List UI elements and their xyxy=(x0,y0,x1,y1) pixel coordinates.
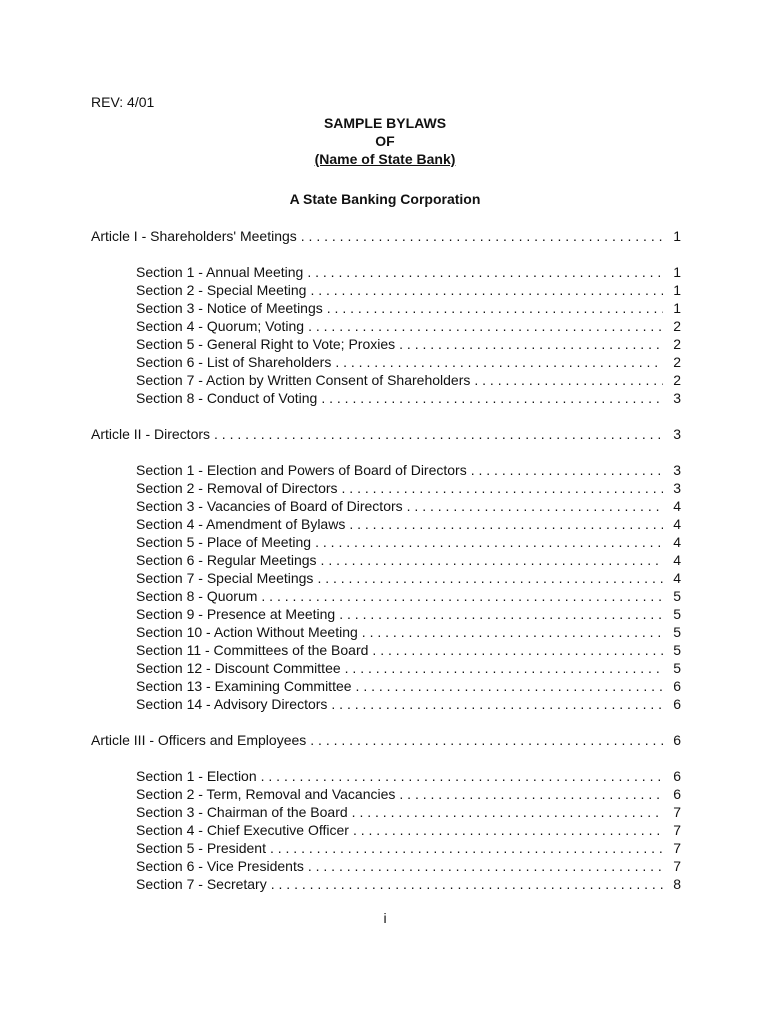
toc-section-label: Section 4 - Quorum; Voting xyxy=(136,318,305,334)
toc-section xyxy=(91,551,681,569)
toc-section xyxy=(91,281,681,299)
toc-section-label: Section 6 - List of Shareholders xyxy=(136,354,332,370)
toc-section xyxy=(91,659,681,677)
document-title xyxy=(0,114,770,168)
toc-section-label: Section 5 - President xyxy=(136,840,266,856)
toc-page-number: 2 xyxy=(673,318,681,334)
dot-leader xyxy=(353,821,663,839)
toc-section-label: Section 7 - Secretary xyxy=(136,876,267,892)
toc-page-number: 7 xyxy=(673,804,681,820)
toc-article-label: Article II - Directors xyxy=(91,426,211,442)
toc-page-number: 1 xyxy=(673,228,681,244)
dot-leader xyxy=(335,353,663,371)
toc-section xyxy=(91,767,681,785)
toc-section xyxy=(91,839,681,857)
toc-section-label: Section 1 - Annual Meeting xyxy=(136,264,304,280)
toc-page-number: 7 xyxy=(673,822,681,838)
toc-section xyxy=(91,821,681,839)
toc-page-number: 2 xyxy=(673,372,681,388)
dot-leader xyxy=(372,641,663,659)
toc-section-label: Section 11 - Committees of the Board xyxy=(136,642,369,658)
toc-section-label: Section 4 - Chief Executive Officer xyxy=(136,822,349,838)
toc-page-number: 1 xyxy=(673,264,681,280)
toc-page-number: 4 xyxy=(673,570,681,586)
table-of-contents xyxy=(91,227,681,893)
toc-section-label: Section 7 - Special Meetings xyxy=(136,570,314,586)
dot-leader xyxy=(308,317,663,335)
toc-section xyxy=(91,605,681,623)
toc-section-label: Section 10 - Action Without Meeting xyxy=(136,624,358,640)
toc-article-label: Article III - Officers and Employees xyxy=(91,732,307,748)
toc-section xyxy=(91,857,681,875)
dot-leader xyxy=(356,677,663,695)
dot-leader xyxy=(308,857,663,875)
toc-page-number: 4 xyxy=(673,534,681,550)
toc-section xyxy=(91,353,681,371)
toc-page-number: 2 xyxy=(673,354,681,370)
toc-page-number: 5 xyxy=(673,642,681,658)
toc-page-number: 3 xyxy=(673,390,681,406)
toc-section-label: Section 3 - Chairman of the Board xyxy=(136,804,348,820)
dot-leader xyxy=(321,551,663,569)
document-subtitle: A State Banking Corporation xyxy=(289,191,481,207)
dot-leader xyxy=(362,623,663,641)
title-line-1: SAMPLE BYLAWS xyxy=(323,115,447,131)
dot-leader xyxy=(349,515,663,533)
toc-page-number: 4 xyxy=(673,516,681,532)
toc-section xyxy=(91,569,681,587)
toc-page-number: 5 xyxy=(673,624,681,640)
toc-page-number: 5 xyxy=(673,660,681,676)
dot-leader xyxy=(317,569,663,587)
toc-section xyxy=(91,875,681,893)
toc-section xyxy=(91,263,681,281)
toc-page-number: 5 xyxy=(673,588,681,604)
toc-page-number: 3 xyxy=(673,462,681,478)
title-line-2: OF xyxy=(375,133,395,149)
toc-section xyxy=(91,371,681,389)
toc-section-label: Section 14 - Advisory Directors xyxy=(136,696,328,712)
toc-section xyxy=(91,785,681,803)
toc-section xyxy=(91,479,681,497)
toc-article-3 xyxy=(91,731,681,749)
toc-page-number: 6 xyxy=(673,732,681,748)
toc-page-number: 4 xyxy=(673,552,681,568)
dot-leader xyxy=(471,461,663,479)
toc-section-label: Section 8 - Quorum xyxy=(136,588,258,604)
dot-leader xyxy=(399,785,663,803)
dot-leader xyxy=(345,659,663,677)
dot-leader xyxy=(327,299,663,317)
toc-section xyxy=(91,515,681,533)
dot-leader xyxy=(270,839,663,857)
toc-article-2 xyxy=(91,425,681,443)
toc-section-label: Section 2 - Special Meeting xyxy=(136,282,307,298)
toc-section xyxy=(91,623,681,641)
title-line-3: (Name of State Bank) xyxy=(314,151,456,167)
toc-section xyxy=(91,641,681,659)
toc-page-number: 2 xyxy=(673,336,681,352)
toc-page-number: 6 xyxy=(673,678,681,694)
toc-page-number: 8 xyxy=(673,876,681,892)
dot-leader xyxy=(301,227,663,245)
toc-page-number: 6 xyxy=(673,786,681,802)
page-number: i xyxy=(383,910,387,926)
toc-section-label: Section 12 - Discount Committee xyxy=(136,660,341,676)
toc-page-number: 1 xyxy=(673,282,681,298)
dot-leader xyxy=(261,587,663,605)
toc-section-label: Section 2 - Removal of Directors xyxy=(136,480,338,496)
toc-section-label: Section 6 - Regular Meetings xyxy=(136,552,317,568)
toc-section xyxy=(91,299,681,317)
toc-section xyxy=(91,677,681,695)
toc-page-number: 6 xyxy=(673,696,681,712)
toc-section-label: Section 6 - Vice Presidents xyxy=(136,858,304,874)
toc-section xyxy=(91,497,681,515)
dot-leader xyxy=(331,695,663,713)
toc-section-label: Section 5 - Place of Meeting xyxy=(136,534,312,550)
toc-page-number: 3 xyxy=(673,426,681,442)
toc-article-label: Article I - Shareholders' Meetings xyxy=(91,228,297,244)
toc-section-label: Section 9 - Presence at Meeting xyxy=(136,606,336,622)
toc-section-label: Section 3 - Vacancies of Board of Directors xyxy=(136,498,403,514)
dot-leader xyxy=(352,803,663,821)
dot-leader xyxy=(407,497,663,515)
toc-page-number: 3 xyxy=(673,480,681,496)
toc-section xyxy=(91,335,681,353)
dot-leader xyxy=(310,731,663,749)
toc-section-label: Section 1 - Election xyxy=(136,768,257,784)
dot-leader xyxy=(399,335,663,353)
toc-section-label: Section 13 - Examining Committee xyxy=(136,678,352,694)
toc-section-label: Section 2 - Term, Removal and Vacancies xyxy=(136,786,396,802)
toc-section-label: Section 3 - Notice of Meetings xyxy=(136,300,323,316)
dot-leader xyxy=(339,605,663,623)
dot-leader xyxy=(321,389,663,407)
toc-page-number: 4 xyxy=(673,498,681,514)
toc-article-1 xyxy=(91,227,681,245)
toc-section xyxy=(91,461,681,479)
dot-leader xyxy=(261,767,663,785)
toc-page-number: 7 xyxy=(673,858,681,874)
toc-section xyxy=(91,803,681,821)
toc-section-label: Section 4 - Amendment of Bylaws xyxy=(136,516,346,532)
toc-section-label: Section 7 - Action by Written Consent of Shareholders xyxy=(136,372,471,388)
toc-section xyxy=(91,587,681,605)
toc-section-label: Section 1 - Election and Powers of Board of Directors xyxy=(136,462,467,478)
dot-leader xyxy=(310,281,663,299)
dot-leader xyxy=(307,263,663,281)
toc-section xyxy=(91,695,681,713)
toc-section xyxy=(91,533,681,551)
toc-page-number: 6 xyxy=(673,768,681,784)
toc-page-number: 7 xyxy=(673,840,681,856)
dot-leader xyxy=(342,479,663,497)
toc-section xyxy=(91,317,681,335)
dot-leader xyxy=(271,875,663,893)
toc-section xyxy=(91,389,681,407)
dot-leader xyxy=(315,533,663,551)
dot-leader xyxy=(214,425,663,443)
toc-section-label: Section 5 - General Right to Vote; Proxies xyxy=(136,336,396,352)
toc-page-number: 1 xyxy=(673,300,681,316)
dot-leader xyxy=(474,371,663,389)
toc-section-label: Section 8 - Conduct of Voting xyxy=(136,390,318,406)
revision-label: REV: 4/01 xyxy=(91,94,155,110)
toc-page-number: 5 xyxy=(673,606,681,622)
